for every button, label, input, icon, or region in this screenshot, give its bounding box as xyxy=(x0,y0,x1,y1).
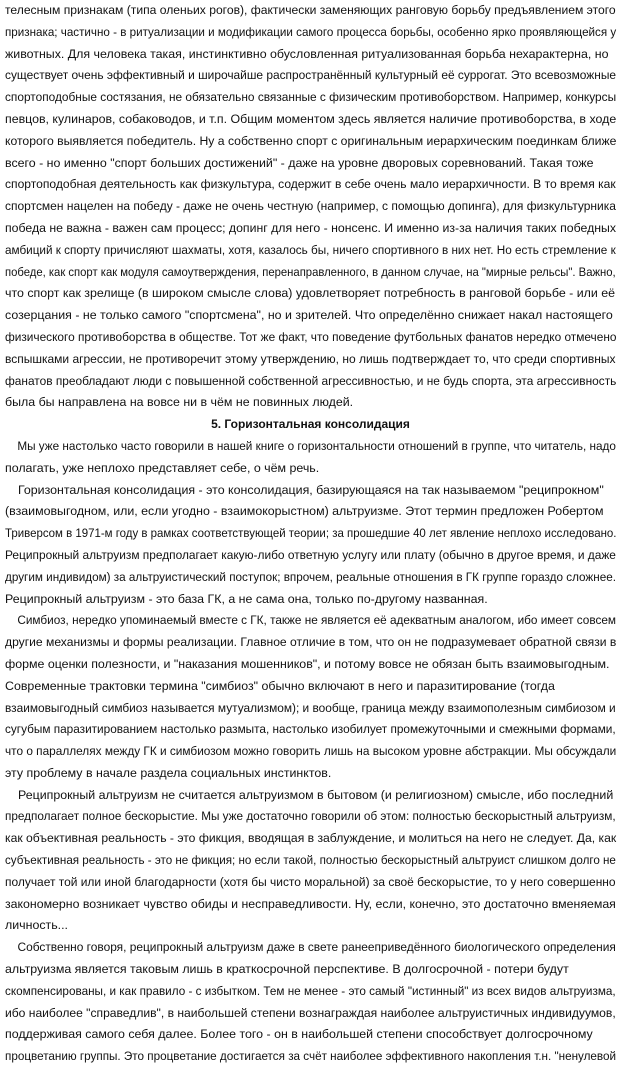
text-line: полагать, уже неплохо представляет себе, о чём речь. xyxy=(5,460,320,475)
text-line: победе, как спорт как модуля самоутверждения, перенаправленного, в данном случае, на "мирные рельсы". Важно, xyxy=(5,264,616,279)
text-line: сугубым паразитированием настолько размыта, настолько изобилует промежуточными и смежными формами, xyxy=(5,722,616,737)
text-line: признака; частично - в ритуализации и модификации самого процесса борьбы, особенно ярко проявляющейся у xyxy=(5,24,617,39)
text-line: эту проблему в начале раздела социальных инстинктов. xyxy=(5,765,332,780)
text-line: фанатов преобладают люди с повышенной собственной агрессивностью, и не будь спорта, эта агрессивность xyxy=(5,373,617,388)
text-line: закономерно возникает чувство обиды и несправедливости. Ну, если, конечно, это достаточно вменяемая xyxy=(5,896,616,911)
text-line: предполагает полное бескорыстие. Мы уже достаточно говорили об этом: полностью бескорыстный альтруизм, xyxy=(5,809,616,824)
paragraph xyxy=(5,436,616,480)
text-line: спортсмен нацелен на победу - даже не очень честную (например, с помощью допинга), для физкультурника xyxy=(5,199,616,214)
text-line: ибо наиболее "справедлив", в наибольшей степени вознаграждая наиболее альтруистичных индивидуумов, xyxy=(5,1005,616,1020)
text-line: субъективная реальность - это не фикция; но если такой, полностью бескорыстный альтруист слишком долго не xyxy=(5,853,616,868)
text-line: форме оценки полезности, и "наказания мошенников", и потому вовсе не обязан быть взаимовыгодным. xyxy=(5,656,610,671)
text-line: амбиций к спорту причисляют шахматы, хотя, казалось бы, ничего спортивного в них нет. Но есть стремление к xyxy=(5,242,616,257)
text-line: всего - но именно "спорт больших достижений" - даже на уровне дворовых соревнований. Такая тоже xyxy=(5,155,594,170)
text-line: Реципрокный альтруизм - это база ГК, а не сама она, только по-другому названная. xyxy=(5,591,488,606)
text-line: скомпенсированы, и как правило - с избытком. Тем не менее - это самый "истинный" из всех видов альтруизма, xyxy=(5,983,616,998)
text-line: которого выявляется победитель. Ну а собственно спорт с оригинальным иерархическим поединкам ближе xyxy=(5,133,617,148)
text-line: Мы уже настолько часто говорили в нашей книге о горизонтальности отношений в группе, что читатель, надо xyxy=(17,438,616,453)
paragraph xyxy=(5,610,616,784)
text-line: что спорт как зрелище (в широком смысле слова) удовлетворяет потребность в ранговой борьбе - или её xyxy=(5,286,616,301)
text-line: другие механизмы и формы реализации. Главное отличие в том, что он не подразумевает обратной связи в xyxy=(5,635,617,650)
text-line: Триверсом в 1971-м году в рамках соответствующей теории; за прошедшие 40 лет явление неплохо исследовано. xyxy=(5,526,617,541)
text-line: существует очень эффективный и широчайше распространённый культурный её суррогат. Это всевозможные xyxy=(5,68,617,83)
text-line: Симбиоз, нередко упоминаемый вместе с ГК, также не является её адекватным аналогом, ибо имеет совсем xyxy=(17,613,616,628)
text-line: физического противоборства в обществе. Тот же факт, что поведение футбольных фанатов нередко отмечено xyxy=(5,329,617,344)
text-line: животных. Для человека такая, инстинктивно обусловленная ритуализованная борьба нехарактерна, но xyxy=(5,46,609,61)
text-line: Современные трактовки термина "симбиоз" обычно включают в него и паразитирование (тогда xyxy=(5,678,555,693)
text-line: певцов, кулинаров, собаководов, и т.п. Общим моментом здесь является наличие противоборства, в ходе xyxy=(5,111,617,126)
text-line: личность... xyxy=(5,918,68,933)
paragraph xyxy=(5,937,616,1068)
text-line: была бы направлена на вовсе ни в чём не повинных людей. xyxy=(5,395,354,410)
text-line: процветанию группы. Это процветание достигается за счёт наиболее эффективного накопления т.н. "ненулевой xyxy=(5,1049,617,1064)
document-page xyxy=(5,0,617,1064)
text-line: вспышками агрессии, не противоречит этому утверждению, но лишь подтверждает то, что среди спортивных xyxy=(5,351,616,366)
text-line: Реципрокный альтруизм не считается альтруизмом в бытовом (и религиозном) смысле, ибо последний xyxy=(18,787,614,802)
text-line: взаимовыгодный симбиоз называется мутуализмом); и вообще, граница между взаимополезным симбиозом и xyxy=(5,700,616,715)
text-line: спортоподобные состязания, не обязательно связанные с физическим противоборством. Например, конкурсы xyxy=(5,90,617,105)
text-line: телесным признакам (типа оленьих рогов), фактически заменяющих ранговую борьбу предъявлением этого xyxy=(5,3,616,17)
text-line: как объективная реальность - это фикция, вводящая в заблуждение, и молиться на него не следует. Да, как xyxy=(5,831,617,846)
text-line: другим индивидом) за альтруистический поступок; впрочем, реальные отношения в ГК группе гораздо сложнее. xyxy=(5,569,616,584)
text-line: поддерживая самого себя далее. Более того - он в наибольшей степени способствует долгосрочному xyxy=(5,1027,593,1042)
text-line: что о параллелях между ГК и симбиозом можно говорить лишь на высоком уровне абстракции. Мы обсуждали xyxy=(5,744,617,759)
text-line: Горизонтальная консолидация - это консолидация, базирующаяся на так называемом "реципрокном" xyxy=(18,482,604,497)
paragraph xyxy=(5,785,616,938)
text-line: (взаимовыгодном, или, если угодно - взаимокорыстном) альтруизме. Этот термин предложен Робертом xyxy=(5,504,604,519)
text-line: Собственно говоря, реципрокный альтруизм даже в свете ранееприведённого биологического определения xyxy=(17,940,616,955)
text-line: спортоподобная деятельность как физкультура, содержит в себе очень мало иерархичности. В то время как xyxy=(5,177,616,192)
text-line: получает той или иной благодарности (хотя бы чисто моральной) за своё бескорыстие, то у него совершенно xyxy=(5,874,616,889)
text-line: альтруизма является таковым лишь в краткосрочной перспективе. В долгосрочной - потери будут xyxy=(5,962,569,977)
paragraph xyxy=(5,480,616,611)
text-line: Реципрокный альтруизм предполагает какую-либо ответную услугу или плату (обычно в другое время, и даже xyxy=(5,547,616,562)
text-line: созерцания - не только самого "спортсмена", но и зрителей. Что определённо снижает накал настоящего xyxy=(5,308,613,323)
top-paragraph xyxy=(5,0,616,414)
section-heading: 5. Горизонтальная консолидация xyxy=(211,417,410,432)
text-line: победа не важна - важен сам процесс; допинг для него - нонсенс. И именно из-за наличия таких победных xyxy=(5,220,617,235)
